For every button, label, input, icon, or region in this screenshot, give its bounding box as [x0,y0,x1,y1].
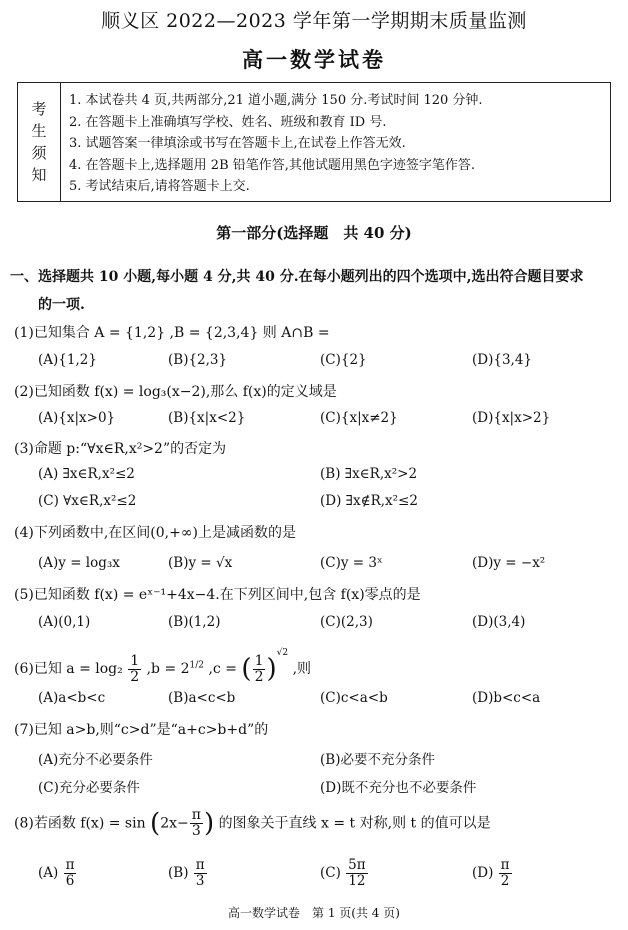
fraction-numerator: π [195,857,205,873]
question-6-stem-prefix: (6)已知 a = log₂ [14,661,123,677]
question-6-stem-suffix: ,则 [292,661,312,677]
question-4-option-a: (A)y = log₃x [38,555,120,571]
question-3-option-b: (B) ∃x∈R,x²>2 [320,466,418,482]
question-1-option-b: (B){2,3} [168,352,228,368]
question-5-option-c: (C)(2,3) [320,614,373,630]
question-7-option-d: (D)既不充分也不必要条件 [320,780,477,796]
fraction [253,654,266,685]
question-4-stem: (4)下列函数中,在区间(0,+∞)上是减函数的是 [14,525,296,541]
question-6-option-c: (C)c<a<b [320,690,388,706]
question-6-stem-c: ,c = [208,661,237,677]
fraction [190,808,203,839]
question-5-option-a: (A)(0,1) [38,614,91,630]
candidate-notice-box [17,82,611,202]
exponent: √2 [276,648,289,658]
question-8-stem-suffix: 的图象关于直线 x = t 对称,则 t 的值可以是 [218,815,491,832]
question-2-option-c: (C){x|x≠2} [320,410,398,426]
question-3-option-c: (C) ∀x∈R,x²≤2 [38,493,137,509]
option-label: (D) [472,865,494,881]
right-paren: ) [203,808,215,839]
notice-item: 1. 本试卷共 4 页,共两部分,21 道小题,满分 150 分.考试时间 120 分钟. [69,93,483,108]
question-6-option-d: (D)b<c<a [472,690,541,706]
left-paren: ( [150,808,161,839]
fraction [64,858,77,889]
question-8-stem-inner: 2x− [160,815,189,832]
right-paren: ) [266,654,277,684]
question-4-option-c: (C)y = 3ˣ [320,555,383,571]
question-8-option-c [320,858,369,889]
fraction-numerator: 1 [254,652,264,669]
question-2-stem: (2)已知函数 f(x) = log₃(x−2),那么 f(x)的定义域是 [14,384,337,400]
notice-label [18,83,61,201]
fraction-denominator: 3 [195,873,205,889]
notice-item: 3. 试题答案一律填涂或书写在答题卡上,在试卷上作答无效. [69,136,406,151]
section-instruction-cont: 的一项. [38,297,85,313]
notice-label-char: 知 [31,166,47,184]
question-6-stem-b: ,b = 2 [146,661,190,677]
fraction-numerator: 1 [130,652,140,669]
notice-list [61,83,610,201]
part-title: 第一部分(选择题 共 40 分) [216,224,412,242]
fraction-denominator: 6 [65,873,75,889]
question-3-option-d: (D) ∃x∉R,x²≤2 [320,493,418,509]
fraction-numerator: 5π [348,857,366,873]
notice-label-char: 考 [31,100,47,118]
option-label: (A) [38,865,59,881]
notice-item: 5. 考试结束后,请将答题卡上交. [69,179,250,194]
question-7-option-c: (C)充分必要条件 [38,780,140,796]
question-5-option-d: (D)(3,4) [472,614,526,630]
fraction-denominator: 2 [130,668,140,685]
question-6-option-b: (B)a<c<b [168,690,236,706]
question-1-stem: (1)已知集合 A = {1,2} ,B = {2,3,4} 则 A∩B = [14,325,330,341]
option-label: (C) [320,865,341,881]
fraction-denominator: 2 [500,873,510,889]
question-2-option-b: (B){x|x<2} [168,410,246,426]
question-1-option-a: (A){1,2} [38,352,97,368]
fraction-numerator: π [500,857,510,873]
question-8-option-a [38,858,77,889]
question-7-option-b: (B)必要不充分条件 [320,752,435,768]
question-1-option-d: (D){3,4} [472,352,533,368]
question-1-option-c: (C){2} [320,352,367,368]
fraction-denominator: 3 [191,823,201,839]
question-5-option-b: (B)(1,2) [168,614,221,630]
question-8-option-b [168,858,208,889]
option-label: (B) [168,865,189,881]
question-7-option-a: (A)充分不必要条件 [38,752,153,768]
notice-item: 4. 在答题卡上,选择题用 2B 铅笔作答,其他试题用黑色字迹签字笔作答. [69,157,476,173]
fraction-numerator: π [191,807,201,823]
fraction-denominator: 12 [348,873,366,889]
question-4-option-d: (D)y = −x² [472,555,546,571]
question-8-option-d [472,858,513,889]
fraction-denominator: 2 [254,668,264,685]
question-3-option-a: (A) ∃x∈R,x²≤2 [38,466,135,482]
notice-label-char: 生 [31,122,47,140]
exam-subtitle: 高一数学试卷 [242,47,386,72]
notice-item: 2. 在答题卡上准确填写学校、姓名、班级和教育 ID 号. [69,114,387,130]
fraction [346,858,367,889]
question-6-stem [14,648,311,685]
question-8-stem [14,808,491,839]
notice-label-char: 须 [31,144,47,162]
fraction [128,654,141,685]
fraction [499,858,512,889]
fraction [194,858,207,889]
exponent: 1/2 [189,660,205,671]
question-2-option-a: (A){x|x>0} [38,410,116,426]
left-paren: ( [241,654,252,684]
question-6-option-a: (A)a<b<c [38,690,106,706]
question-3-stem: (3)命题 p:“∀x∈R,x²>2”的否定为 [14,441,227,457]
exam-title: 顺义区 2022—2023 学年第一学期期末质量监测 [101,10,527,32]
question-4-option-b: (B)y = √x [168,555,233,571]
page-footer: 高一数学试卷 第 1 页(共 4 页) [228,906,400,920]
question-7-stem: (7)已知 a>b,则“c>d”是“a+c>b+d”的 [14,722,269,738]
fraction-numerator: π [65,857,75,873]
section-instruction: 一、选择题共 10 小题,每小题 4 分,共 40 分.在每小题列出的四个选项中,选出符合题目要求 [10,269,584,285]
question-8-stem-prefix: (8)若函数 f(x) = sin [14,815,146,832]
question-2-option-d: (D){x|x>2} [472,410,551,426]
question-5-stem: (5)已知函数 f(x) = eˣ⁻¹+4x−4.在下列区间中,包含 f(x)零点的是 [14,587,421,603]
